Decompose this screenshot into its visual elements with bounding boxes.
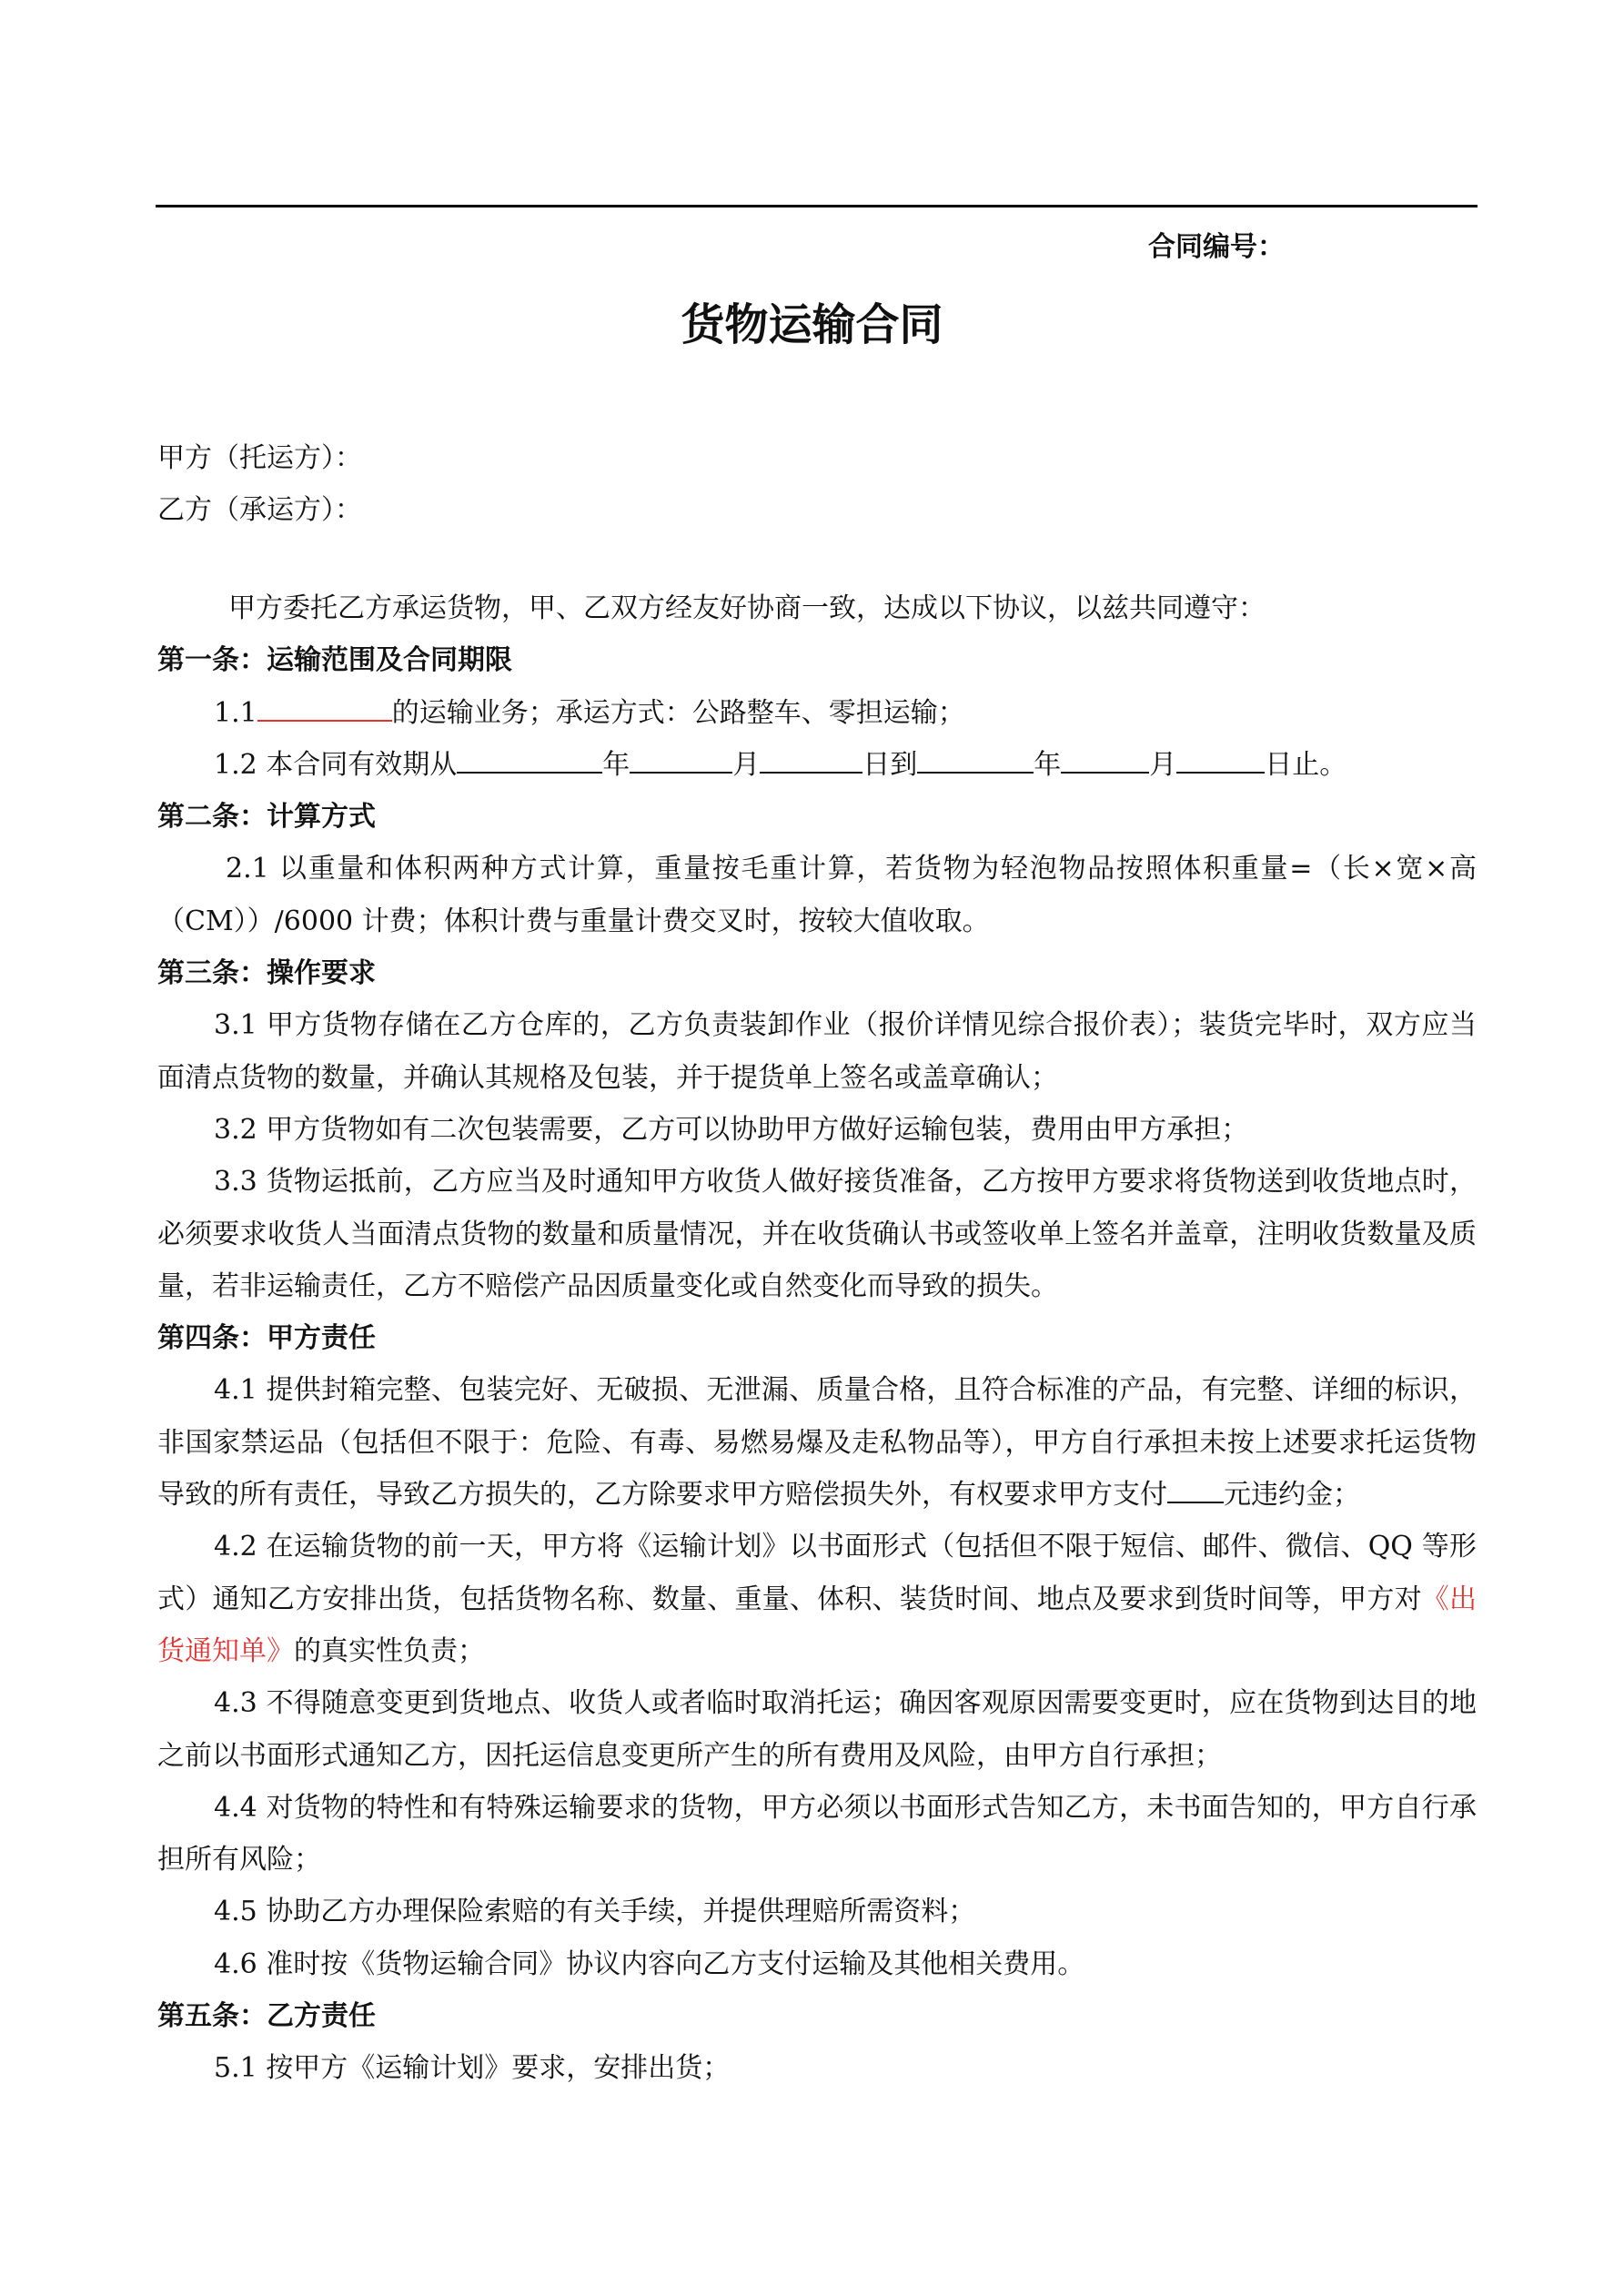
clause-3-1: 3.1 甲方货物存储在乙方仓库的，乙方负责装卸作业（报价详情见综合报价表）；装货完毕时，双方应当面清点货物的数量，并确认其规格及包装，并于提货单上签名或盖章确认； <box>157 1009 1477 1094</box>
article-1-heading: 第一条：运输范围及合同期限 <box>157 644 512 677</box>
day-to-label: 日到 <box>862 748 918 781</box>
clause-text: 的运输业务；承运方式：公路整车、零担运输； <box>391 696 965 729</box>
clause-4-3: 4.3 不得随意变更到货地点、收货人或者临时取消托运；确因客观原因需要变更时，应在货物到达目的地之前以书面形式通知乙方，因托运信息变更所产生的所有费用及风险，由甲方自行承担； <box>157 1687 1477 1772</box>
party-b-field: 乙方（承运方）： <box>157 494 362 526</box>
intro-paragraph: 甲方委托乙方承运货物，甲、乙双方经友好协商一致，达成以下协议，以兹共同遵守： <box>228 592 1266 624</box>
blank-end-year <box>917 744 1034 774</box>
header-rule <box>156 205 1478 207</box>
blank-start-day <box>760 744 862 774</box>
blank-start-month <box>630 744 732 774</box>
blank-end-day <box>1176 744 1265 774</box>
day-end-label: 日止。 <box>1265 748 1347 781</box>
year-label: 年 <box>602 748 630 781</box>
blank-end-month <box>1061 744 1149 774</box>
contract-number-label: 合同编号： <box>1148 231 1285 263</box>
clause-text: 的真实性负责； <box>294 1634 485 1667</box>
year-label: 年 <box>1034 748 1062 781</box>
clause-4-5: 4.5 协助乙方办理保险索赔的有关手续，并提供理赔所需资料； <box>214 1896 976 1928</box>
clause-text: 1.2 本合同有效期从 <box>214 748 458 781</box>
contract-body <box>157 582 1477 2095</box>
clause-1-2 <box>157 739 1477 791</box>
shipping-notice-reference: 《出货通知单》 <box>157 1583 1478 1667</box>
party-a-field: 甲方（托运方）： <box>157 442 362 474</box>
clause-1-1 <box>157 687 1477 739</box>
penalty-amount-blank <box>1167 1474 1224 1503</box>
article-3-heading: 第三条：操作要求 <box>157 957 376 990</box>
clause-text: 元违约金； <box>1224 1479 1360 1512</box>
clause-4-2 <box>157 1521 1477 1677</box>
month-label: 月 <box>732 748 761 781</box>
clause-number: 1.1 <box>214 696 257 729</box>
clause-2-1: 2.1 以重量和体积两种方式计算，重量按毛重计算，若货物为轻泡物品按照体积重量=（长×宽×高（CM））/6000 计费；体积计费与重量计费交叉时，按较大值收取。 <box>157 853 1477 937</box>
document-title: 货物运输合同 <box>681 299 943 350</box>
blank-field <box>257 693 392 722</box>
clause-3-3: 3.3 货物运抵前，乙方应当及时通知甲方收货人做好接货准备，乙方按甲方要求将货物送到收货地点时，必须要求收货人当面清点货物的数量和质量情况，并在收货确认书或签收单上签名并盖章，注明收货数量及质量，若非运输责任，乙方不赔偿产品因质量变化或自然变化而导致的损失。 <box>157 1166 1477 1302</box>
clause-4-1 <box>157 1364 1477 1521</box>
clause-text: 4.2 在运输货物的前一天，甲方将《运输计划》以书面形式（包括但不限于短信、邮件、微信、QQ 等形式）通知乙方安排出货，包括货物名称、数量、重量、体积、装货时间、地点及要求到货时间等，甲方对 <box>157 1531 1477 1615</box>
clause-4-4: 4.4 对货物的特性和有特殊运输要求的货物，甲方必须以书面形式告知乙方，未书面告知的，甲方自行承担所有风险； <box>157 1791 1477 1876</box>
clause-5-1: 5.1 按甲方《运输计划》要求，安排出货； <box>214 2052 731 2085</box>
clause-text: 4.1 提供封箱完整、包装完好、无破损、无泄漏、质量合格，且符合标准的产品，有完整、详细的标识，非国家禁运品（包括但不限于：危险、有毒、易燃易爆及走私物品等），甲方自行承担未按上述要求托运货物导致的所有责任，导致乙方损失的，乙方除要求甲方赔偿损失外，有权要求甲方支付 <box>157 1374 1477 1512</box>
month-label: 月 <box>1149 748 1177 781</box>
clause-4-6: 4.6 准时按《货物运输合同》协议内容向乙方支付运输及其他相关费用。 <box>214 1947 1085 1980</box>
article-4-heading: 第四条：甲方责任 <box>157 1322 376 1355</box>
article-5-heading: 第五条：乙方责任 <box>157 2000 376 2033</box>
clause-3-2: 3.2 甲方货物如有二次包装需要，乙方可以协助甲方做好运输包装，费用由甲方承担； <box>214 1113 1249 1146</box>
blank-start-year <box>457 744 602 774</box>
article-2-heading: 第二条：计算方式 <box>157 801 376 834</box>
